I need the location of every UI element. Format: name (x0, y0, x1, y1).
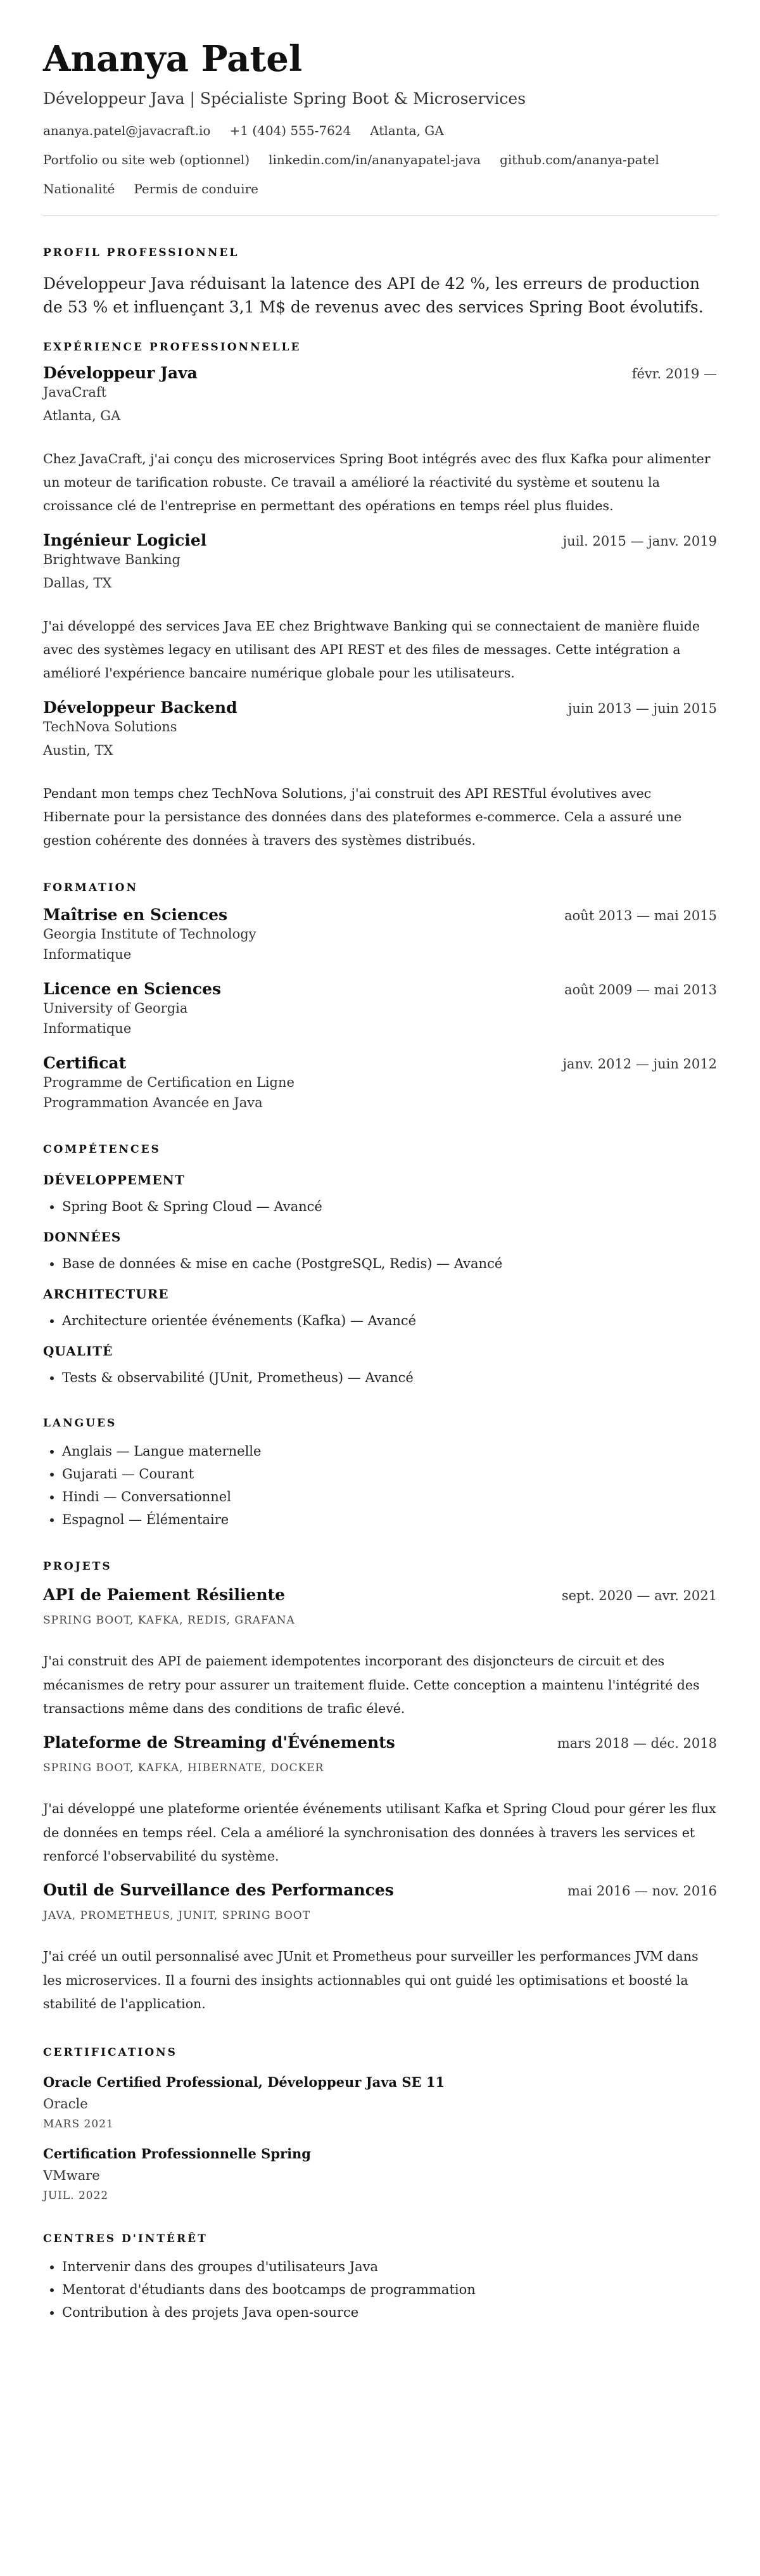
skill-list (43, 1195, 717, 1218)
certification-date: MARS 2021 (43, 2118, 114, 2131)
job-company: JavaCraft (43, 384, 107, 400)
job-title: Ingénieur Logiciel (43, 530, 207, 549)
education-item (43, 906, 717, 962)
job-description: J'ai développé des services Java EE chez Brightwave Banking qui se connectaient de manière fluide avec des systèmes legacy en utilisant des API REST et des files de messages. Cette intégration a amélioré l'expérience bancaire numérique globale pour les utilisateurs. (43, 618, 700, 681)
contact-row-links (43, 152, 717, 167)
job-company: TechNova Solutions (43, 719, 177, 734)
certification-name: Certification Professionnelle Spring (43, 2146, 311, 2162)
project-tech: SPRING BOOT, KAFKA, REDIS, GRAFANA (43, 1614, 295, 1627)
degree-title: Certificat (43, 1054, 127, 1073)
project-date: mai 2016 — nov. 2016 (567, 1883, 717, 1899)
certifications-section-title: CERTIFICATIONS (43, 2046, 177, 2060)
language-item: • Gujarati — Courant (62, 1463, 717, 1485)
header-divider (43, 215, 717, 216)
contact-location: Atlanta, GA (370, 122, 444, 138)
certification-item (43, 2146, 717, 2202)
job-date: juil. 2015 — janv. 2019 (562, 533, 717, 549)
project-name: Outil de Surveillance des Performances (43, 1881, 394, 1900)
education-section-title: FORMATION (43, 881, 139, 895)
contact-linkedin[interactable]: linkedin.com/in/ananyapatel-java (269, 151, 481, 167)
summary-text: Développeur Java réduisant la latence des API de 42 %, les erreurs de production de 53 % et influençant 3,1 M$ de revenus avec des services Spring Boot évolutifs. (43, 274, 704, 317)
project-description: J'ai développé une plateforme orientée événements utilisant Kafka et Spring Cloud pour gérer les flux de données en temps réel. Cela a amélioré la synchronisation des données à travers les services et renforcé l'observabilité du système. (43, 1801, 716, 1864)
languages-section-title: LANGUES (43, 1417, 117, 1430)
experience-section-title: EXPÉRIENCE PROFESSIONNELLE (43, 340, 301, 354)
skill-category: DÉVELOPPEMENT (43, 1172, 185, 1188)
language-item: • Espagnol — Élémentaire (62, 1508, 717, 1531)
skill-category: QUALITÉ (43, 1343, 113, 1359)
contact-github[interactable]: github.com/ananya-patel (500, 151, 659, 167)
interest-item: • Contribution à des projets Java open-source (62, 2301, 717, 2324)
project-date: sept. 2020 — avr. 2021 (561, 1588, 717, 1604)
skill-item: • Spring Boot & Spring Cloud — Avancé (62, 1195, 717, 1218)
project-tech: JAVA, PROMETHEUS, JUNIT, SPRING BOOT (43, 1909, 311, 1923)
job-date: juin 2013 — juin 2015 (567, 700, 717, 716)
interest-item: • Intervenir dans des groupes d'utilisateurs Java (62, 2255, 717, 2278)
job-date: févr. 2019 — (631, 366, 717, 381)
contact-portfolio[interactable]: Portfolio ou site web (optionnel) (43, 151, 250, 167)
skill-group (43, 1172, 717, 1218)
skill-category: ARCHITECTURE (43, 1286, 169, 1302)
project-date: mars 2018 — déc. 2018 (557, 1736, 717, 1752)
interest-item: • Mentorat d'étudiants dans des bootcamps de programmation (62, 2278, 717, 2301)
skill-list (43, 1309, 717, 1332)
skill-list (43, 1366, 717, 1389)
job-location: Atlanta, GA (43, 407, 121, 423)
experience-item (43, 698, 717, 853)
skill-item: • Tests & observabilité (JUnit, Prometheus) — Avancé (62, 1366, 717, 1389)
contact-row-extra (43, 181, 717, 196)
skill-item: • Base de données & mise en cache (PostgreSQL, Redis) — Avancé (62, 1252, 717, 1275)
certification-issuer: VMware (43, 2168, 100, 2184)
job-description: Pendant mon temps chez TechNova Solutions, j'ai construit des API RESTful évolutives avec Hibernate pour la persistance des données dans des plateformes e-commerce. Cela a assuré une gestion cohérente des données à travers des systèmes distribués. (43, 785, 682, 849)
project-item (43, 1881, 717, 2016)
language-item: • Hindi — Conversationnel (62, 1485, 717, 1508)
certification-date: JUIL. 2022 (43, 2189, 109, 2203)
education-item (43, 1054, 717, 1110)
degree-date: janv. 2012 — juin 2012 (562, 1056, 717, 1072)
project-name: API de Paiement Résiliente (43, 1586, 285, 1605)
school-name: University of Georgia (43, 1001, 188, 1016)
contact-driving-license: Permis de conduire (134, 181, 258, 196)
job-title: Développeur Backend (43, 698, 238, 717)
project-description: J'ai construit des API de paiement idempotentes incorporant des disjoncteurs de circuit et des mécanismes de retry pour assurer un traitement fluide. Cette conception a maintenu l'intégrité des transactions même dans des conditions de trafic élevé. (43, 1653, 700, 1717)
contact-nationality: Nationalité (43, 181, 115, 196)
school-name: Programme de Certification en Ligne (43, 1075, 294, 1091)
job-location: Dallas, TX (43, 575, 112, 591)
contact-phone[interactable]: +1 (404) 555-7624 (229, 122, 352, 138)
education-item (43, 980, 717, 1036)
project-item (43, 1586, 717, 1721)
school-name: Georgia Institute of Technology (43, 926, 256, 942)
skills-section-title: COMPÉTENCES (43, 1143, 161, 1157)
certification-item (43, 2074, 717, 2131)
candidate-name: Ananya Patel (43, 38, 303, 80)
degree-title: Maîtrise en Sciences (43, 906, 228, 925)
project-name: Plateforme de Streaming d'Événements (43, 1733, 395, 1752)
candidate-headline: Développeur Java | Spécialiste Spring Boot & Microservices (43, 89, 526, 108)
project-item (43, 1733, 717, 1868)
contact-row-primary (43, 123, 717, 138)
certification-name: Oracle Certified Professional, Développeur Java SE 11 (43, 2074, 445, 2091)
job-location: Austin, TX (43, 742, 113, 758)
interests-section-title: CENTRES D'INTÉRÊT (43, 2233, 208, 2246)
skill-group (43, 1343, 717, 1389)
field-of-study: Programmation Avancée en Java (43, 1095, 263, 1111)
contact-email[interactable]: ananya.patel@javacraft.io (43, 122, 211, 138)
degree-title: Licence en Sciences (43, 980, 222, 999)
projects-section-title: PROJETS (43, 1560, 112, 1573)
languages-list (43, 1440, 717, 1531)
degree-date: août 2009 — mai 2013 (564, 982, 717, 998)
interests-list (43, 2255, 717, 2324)
skill-item: • Architecture orientée événements (Kafka) — Avancé (62, 1309, 717, 1332)
resume-header (43, 38, 717, 196)
degree-date: août 2013 — mai 2015 (564, 908, 717, 924)
field-of-study: Informatique (43, 1021, 132, 1037)
language-item: • Anglais — Langue maternelle (62, 1440, 717, 1463)
certification-issuer: Oracle (43, 2096, 88, 2112)
experience-item (43, 531, 717, 686)
job-description: Chez JavaCraft, j'ai conçu des microservices Spring Boot intégrés avec des flux Kafka pour alimenter un moteur de tarification robuste. Ce travail a amélioré la réactivité du système et soutenu la croissance clé de l'entreprise en permettant des opérations en temps réel plus fluides. (43, 451, 711, 514)
skill-group (43, 1229, 717, 1275)
skill-list (43, 1252, 717, 1275)
summary-section-title: PROFIL PROFESSIONNEL (43, 246, 239, 259)
skill-group (43, 1286, 717, 1332)
project-tech: SPRING BOOT, KAFKA, HIBERNATE, DOCKER (43, 1762, 324, 1775)
field-of-study: Informatique (43, 947, 132, 963)
experience-item (43, 364, 717, 518)
job-title: Développeur Java (43, 363, 198, 382)
job-company: Brightwave Banking (43, 551, 180, 567)
project-description: J'ai créé un outil personnalisé avec JUnit et Prometheus pour surveiller les performances JVM dans les microservices. Il a fourni des insights actionnables qui ont guidé les optimisations et boosté la stabilité de l'application. (43, 1949, 699, 2011)
skill-category: DONNÉES (43, 1229, 122, 1245)
